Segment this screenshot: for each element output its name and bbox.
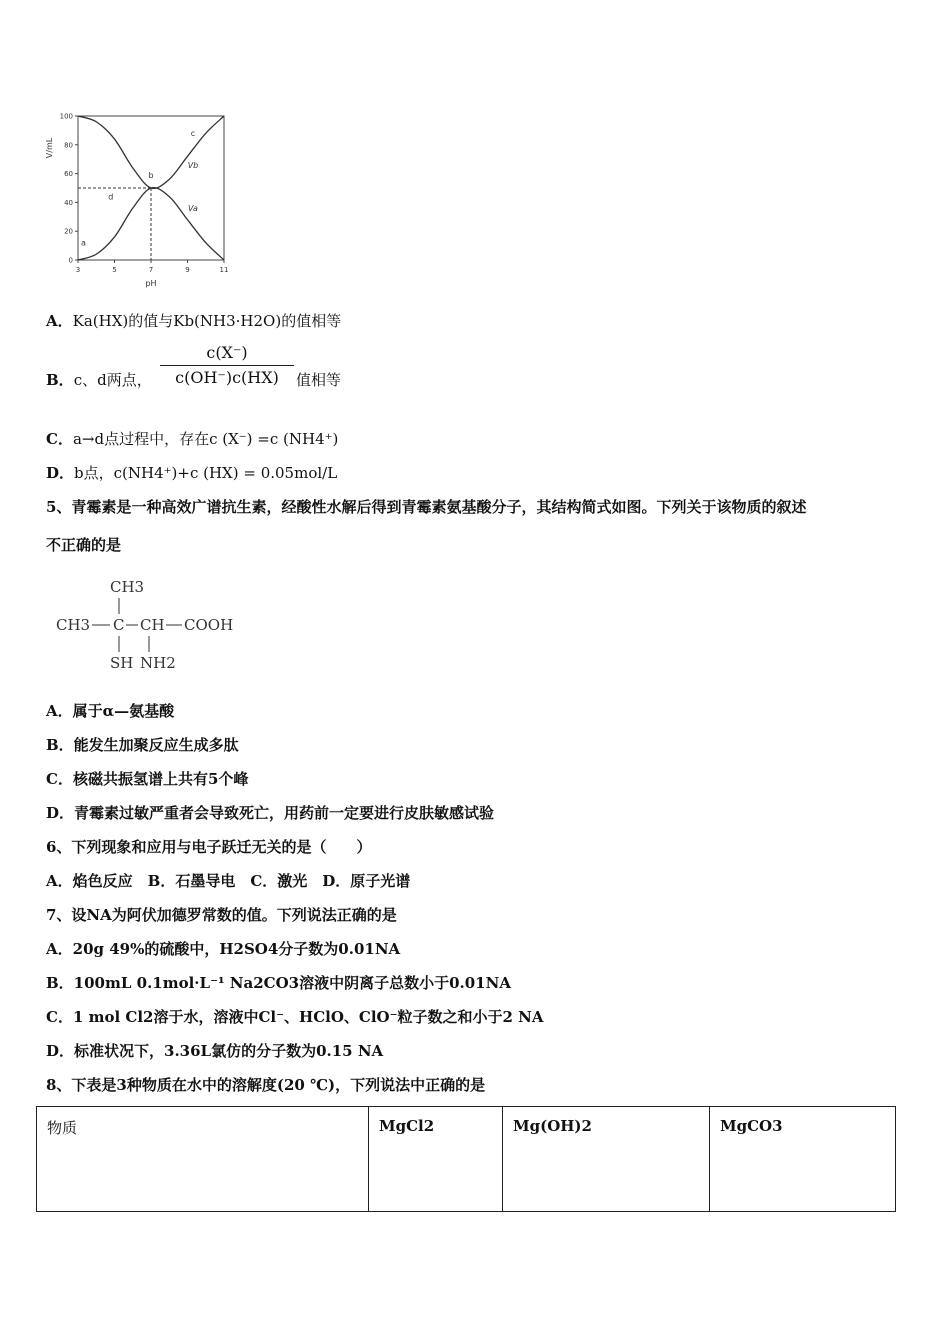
q4-option-a-text: Ka(HX)的值与Kb(NH3·H2O)的值相等: [72, 312, 342, 330]
fraction-bar: [160, 365, 294, 366]
y-tick-label: 80: [64, 141, 73, 150]
q4-option-c: [46, 429, 338, 449]
q4-option-d: [46, 463, 337, 483]
molecule-structure: [52, 572, 252, 682]
mol-ch3-top: CH3: [110, 578, 145, 596]
mol-sh: SH: [110, 654, 134, 672]
annotation-d: d: [108, 192, 114, 202]
q4-option-b: [46, 370, 152, 390]
q5-option-c: C．核磁共振氢谱上共有5个峰: [46, 770, 249, 788]
q5-option-a: A．属于α—氨基酸: [46, 702, 175, 720]
q4-option-b-fraction: [160, 343, 294, 388]
q4-option-b-prefix: B．: [46, 371, 74, 389]
q4-option-c-prefix: C．: [46, 430, 73, 448]
y-axis-label: V/mL: [45, 137, 54, 159]
q7-option-a: A．20g 49%的硫酸中，H2SO4分子数为0.01NA: [46, 940, 401, 958]
y-tick-label: 100: [59, 112, 73, 121]
y-tick-label: 20: [64, 227, 73, 236]
annotation-Vb: Vb: [187, 160, 199, 170]
q4-option-c-text: a→d点过程中，存在c (X⁻) =c (NH4⁺): [72, 430, 339, 448]
y-tick-label: 60: [64, 170, 73, 179]
q4-option-b-text2: 值相等: [296, 371, 342, 389]
q5-option-d: D．青霉素过敏严重者会导致死亡，用药前一定要进行皮肤敏感试验: [46, 804, 495, 822]
annotation-a: a: [81, 238, 86, 248]
y-tick-label: 40: [64, 198, 73, 207]
q7-option-c: C．1 mol Cl2溶于水，溶液中Cl⁻、HClO、ClO⁻粒子数之和小于2 NA: [46, 1008, 544, 1026]
x-tick-label: 9: [185, 266, 190, 274]
q6-options: A．焰色反应 B．石墨导电 C．激光 D．原子光谱: [46, 872, 411, 890]
q4-option-d-text: b点，c(NH4⁺)+c (HX) = 0.05mol/L: [74, 464, 338, 482]
mol-nh2: NH2: [140, 654, 176, 672]
mol-cooh: COOH: [184, 616, 234, 634]
table-header-mgoh2: Mg(OH)2: [503, 1107, 710, 1212]
q7-option-d: D．标准状况下，3.36L氯仿的分子数为0.15 NA: [46, 1042, 384, 1060]
titration-chart: [40, 108, 240, 293]
solubility-table: [36, 1106, 896, 1212]
mol-ch: CH: [140, 616, 165, 634]
q4-option-d-prefix: D．: [46, 464, 75, 482]
q7-stem: 7、设NA为阿伏加德罗常数的值。下列说法正确的是: [46, 906, 397, 924]
q4-option-a-prefix: A．: [46, 312, 73, 330]
q4-option-a: [46, 311, 341, 331]
x-tick-label: 11: [219, 266, 229, 274]
annotation-c: c: [190, 129, 196, 139]
y-tick-label: 0: [68, 256, 73, 265]
q7-option-b: B．100mL 0.1mol·L⁻¹ Na2CO3溶液中阴离子总数小于0.01NA: [46, 974, 511, 992]
q4-option-b-text1: c、d两点，: [73, 371, 152, 389]
mol-c: C: [113, 616, 125, 634]
q5-option-b: B．能发生加聚反应生成多肽: [46, 736, 239, 754]
mol-ch3-left: CH3: [56, 616, 91, 634]
q5-stem-line2: 不正确的是: [46, 536, 122, 554]
table-header-mgcl2: MgCl2: [369, 1107, 503, 1212]
annotation-b: b: [148, 170, 154, 180]
x-tick-label: 7: [148, 266, 154, 274]
table-header-substance: 物质: [37, 1107, 369, 1212]
annotation-Va: Va: [188, 204, 198, 214]
fraction-denominator: c(OH⁻)c(HX): [175, 368, 279, 387]
q8-stem: 8、下表是3种物质在水中的溶解度(20 ℃)，下列说法中正确的是: [46, 1076, 486, 1094]
x-tick-label: 5: [112, 266, 117, 274]
table-row: [37, 1107, 896, 1212]
table-header-mgco3: MgCO3: [710, 1107, 896, 1212]
fraction-numerator: c(X⁻): [206, 343, 248, 362]
q5-stem-line1: 5、青霉素是一种高效广谱抗生素，经酸性水解后得到青霉素氨基酸分子，其结构简式如图。下列关于该物质的叙述: [46, 498, 807, 516]
q6-stem: 6、下列现象和应用与电子跃迁无关的是（ ）: [46, 838, 372, 856]
x-axis-label: pH: [145, 279, 157, 288]
x-tick-label: 3: [75, 266, 81, 274]
